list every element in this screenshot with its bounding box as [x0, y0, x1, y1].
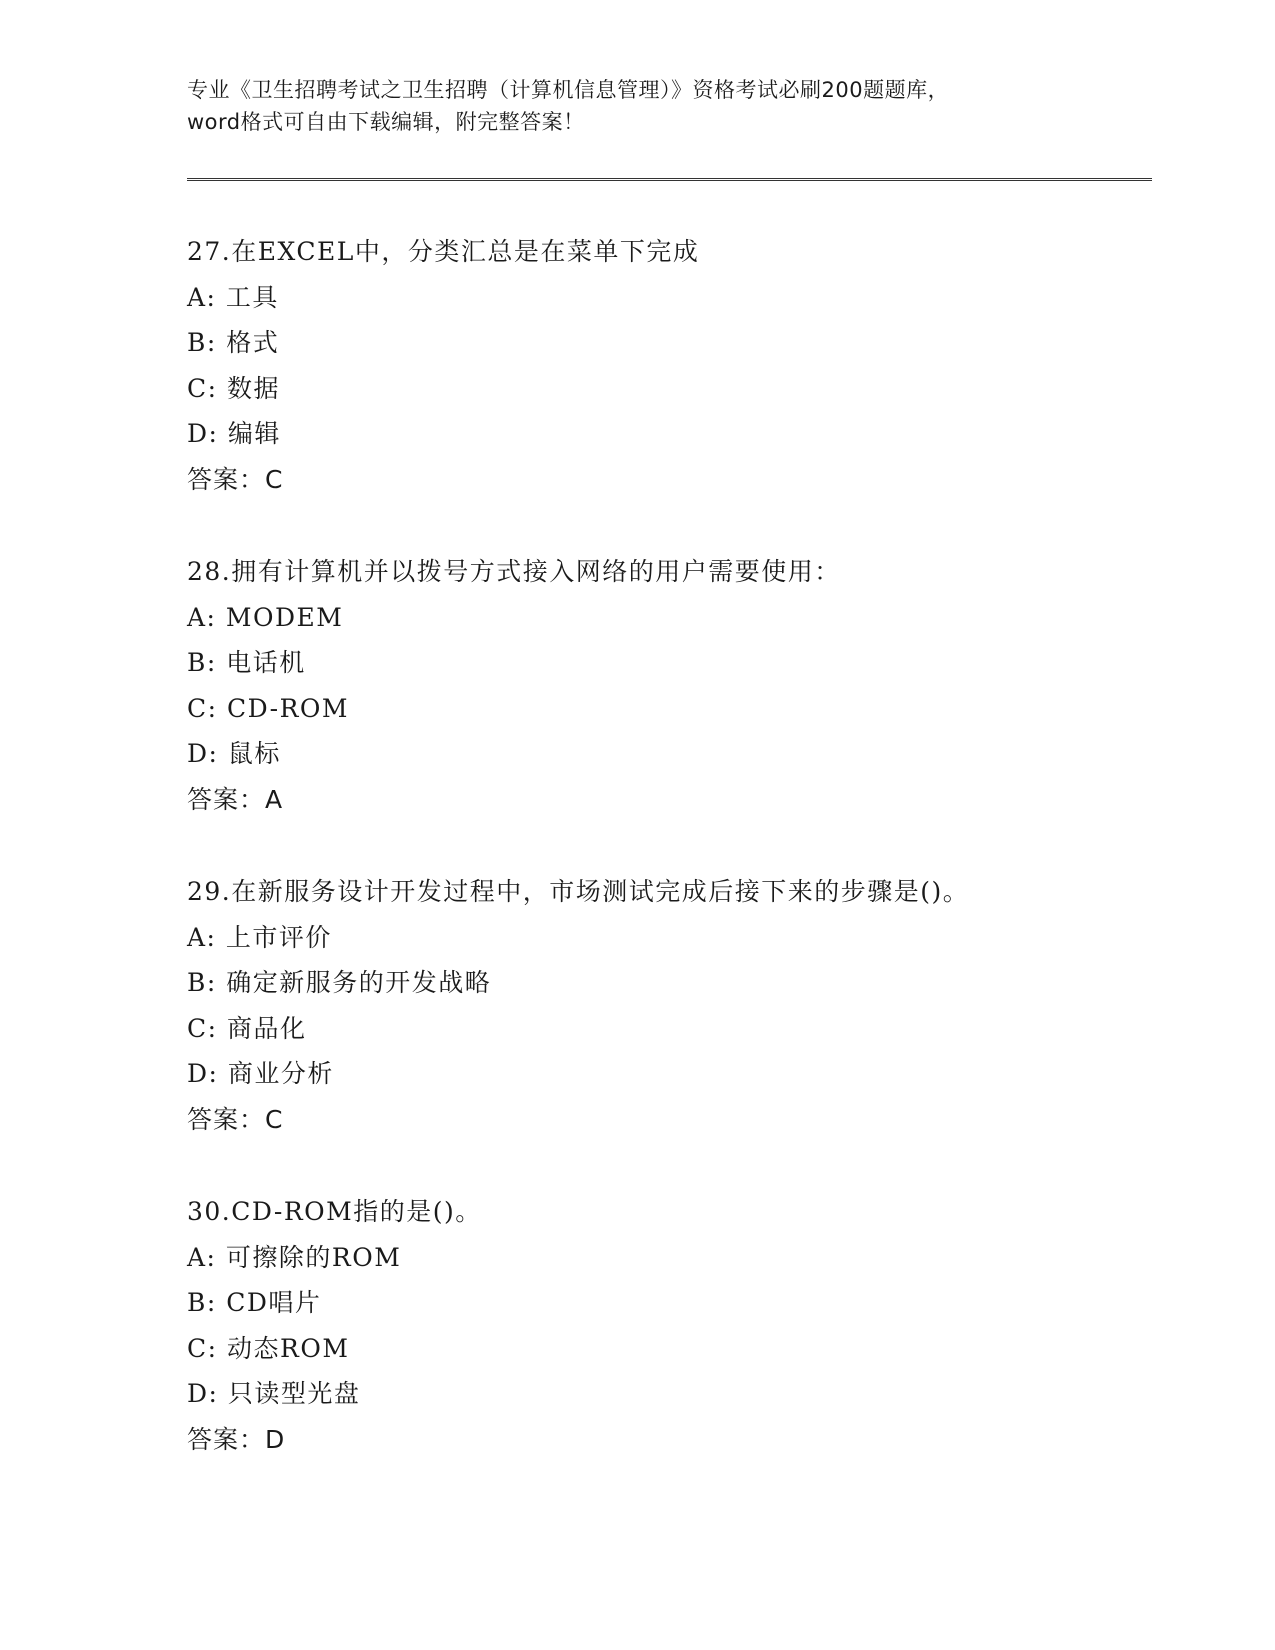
- option-a: A: MODEM: [187, 602, 344, 632]
- question-stem: 29.在新服务设计开发过程中，市场测试完成后接下来的步骤是()。: [187, 877, 970, 906]
- question-30: [187, 1189, 1147, 1462]
- header-title-line-1: 专业《卫生招聘考试之卫生招聘（计算机信息管理）》资格考试必刷200题题库，: [187, 78, 950, 102]
- option-d: D: 商业分析: [187, 1059, 334, 1088]
- question-29: [187, 869, 1147, 1142]
- option-b: B: 格式: [187, 328, 280, 357]
- question-27: [187, 229, 1147, 502]
- header-title-line-2: word格式可自由下载编辑，附完整答案！: [187, 110, 585, 134]
- question-stem: 28.拥有计算机并以拨号方式接入网络的用户需要使用：: [187, 557, 841, 586]
- option-d: D: 鼠标: [187, 739, 281, 768]
- option-b: B: 确定新服务的开发战略: [187, 968, 492, 997]
- option-c: C: CD-ROM: [187, 693, 349, 723]
- option-b: B: CD唱片: [187, 1288, 322, 1317]
- question-stem: 27.在EXCEL中，分类汇总是在菜单下完成: [187, 237, 700, 266]
- option-d: D: 只读型光盘: [187, 1379, 361, 1408]
- option-a: A: 工具: [187, 282, 279, 312]
- option-d: D: 编辑: [187, 419, 281, 448]
- answer-line: 答案：D: [187, 1424, 286, 1454]
- answer-line: 答案：A: [187, 784, 284, 814]
- header-divider: [187, 178, 1152, 181]
- option-c: C: 动态ROM: [187, 1333, 350, 1363]
- document-header: [187, 74, 1087, 138]
- option-c: C: 数据: [187, 373, 280, 403]
- answer-line: 答案：C: [187, 464, 284, 494]
- option-b: B: 电话机: [187, 648, 306, 677]
- question-28: [187, 549, 1147, 822]
- question-stem: 30.CD-ROM指的是()。: [187, 1197, 482, 1226]
- option-a: A: 上市评价: [187, 922, 332, 952]
- option-a: A: 可擦除的ROM: [187, 1242, 402, 1272]
- answer-line: 答案：C: [187, 1104, 284, 1134]
- option-c: C: 商品化: [187, 1013, 307, 1043]
